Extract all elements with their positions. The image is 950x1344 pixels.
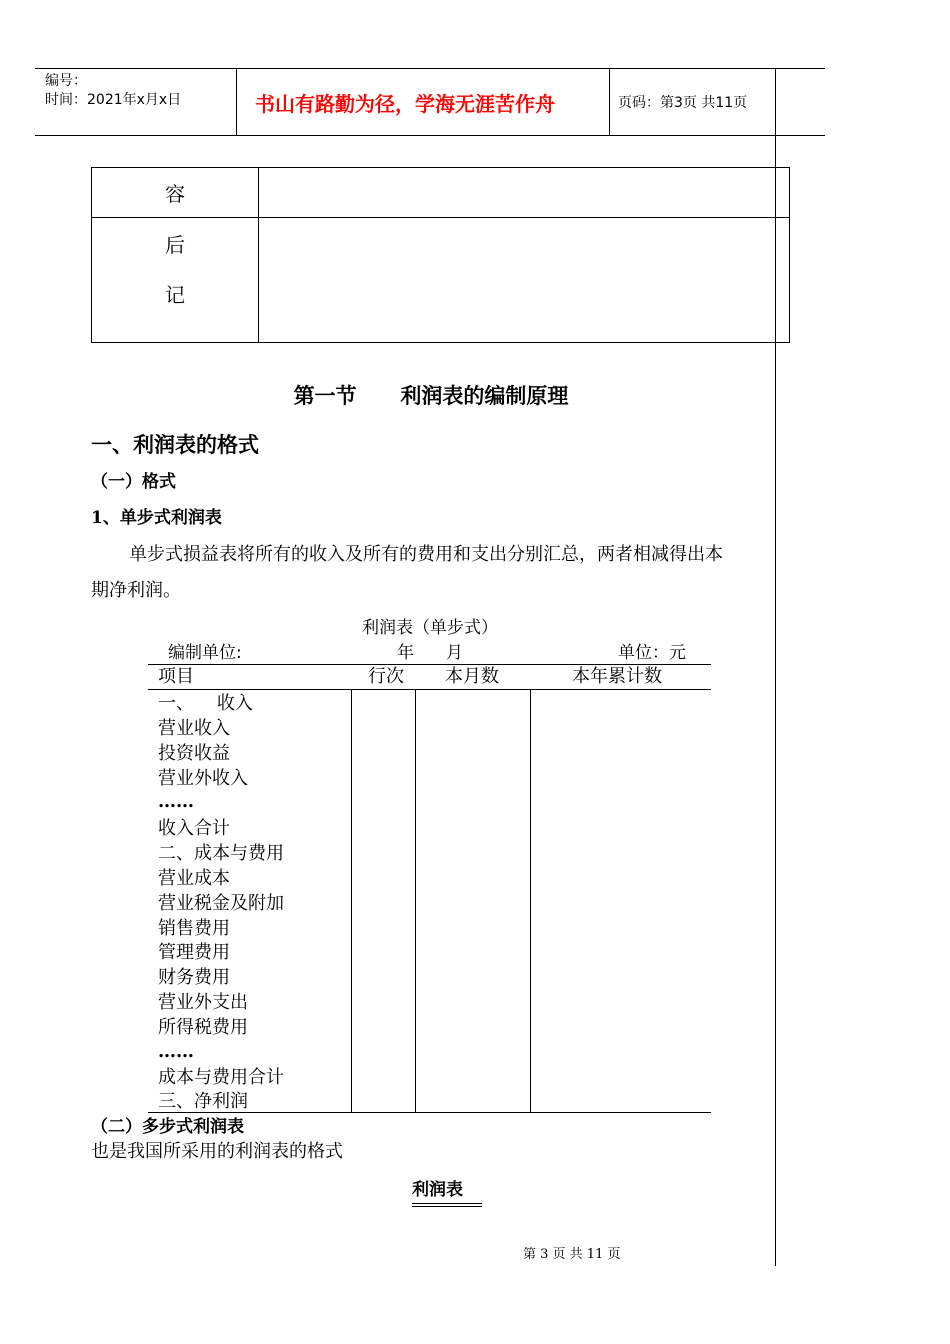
- income-row-label: 三、净利润: [158, 1091, 248, 1112]
- income-row-label: 二、成本与费用: [158, 843, 284, 864]
- income-table-unit-left: 编制单位:: [168, 643, 242, 663]
- income-table-month: 月: [446, 643, 463, 663]
- paragraph-line-1: 单步式损益表将所有的收入及所有的费用和支出分别汇总，两者相减得出本: [129, 544, 723, 565]
- income-row-label: 营业外收入: [158, 768, 248, 789]
- income-row-label: 所得税费用: [158, 1017, 248, 1038]
- heading-2: （一）格式: [91, 472, 176, 492]
- header-divider-1: [236, 68, 237, 136]
- header-divider-2: [609, 68, 610, 136]
- income-table-unit-right: 单位：元: [618, 643, 686, 663]
- heading-4: （二）多步式利润表: [91, 1117, 244, 1137]
- income-row-label: 收入合计: [158, 818, 230, 839]
- header-number-label: 编号：: [45, 73, 87, 89]
- income-row-label: 一、 收入: [158, 693, 253, 714]
- income-row-label: 销售费用: [158, 918, 230, 939]
- top-table-border-right: [789, 167, 790, 343]
- top-table-row2-label-line1: 后: [165, 233, 185, 257]
- income-table-col-divider-2: [415, 689, 416, 1113]
- income-table-col-item: 项目: [158, 666, 194, 687]
- heading-1: 一、利润表的格式: [91, 432, 259, 457]
- section-title: 第一节 利润表的编制原理: [293, 383, 569, 408]
- top-table-border-mid: [91, 217, 790, 218]
- income-row-label: 营业外支出: [158, 992, 248, 1013]
- income-table-header-rule: [148, 689, 711, 690]
- income-table-title: 利润表（单步式）: [362, 618, 498, 638]
- income-row-label: ……: [158, 1041, 194, 1062]
- header-bottom-border: [35, 135, 825, 136]
- top-table-row1-label: 容: [165, 182, 185, 206]
- income-table-year: 年: [397, 643, 414, 663]
- income-row-label: 营业成本: [158, 868, 230, 889]
- income-table-col-line: 行次: [368, 666, 404, 687]
- income-table-col-month: 本月数: [445, 666, 499, 687]
- sub-title: 利润表: [412, 1180, 463, 1200]
- header-top-border: [35, 68, 825, 69]
- top-table-border-bottom: [91, 342, 790, 343]
- income-table-col-ytd: 本年累计数: [572, 666, 662, 687]
- income-row-label: ……: [158, 791, 194, 812]
- income-row-label: 投资收益: [158, 743, 230, 764]
- header-page-info: 页码：第3页 共11页: [618, 95, 748, 111]
- income-row-label: 财务费用: [158, 967, 230, 988]
- paragraph-2: 也是我国所采用的利润表的格式: [91, 1141, 343, 1162]
- paragraph-line-2: 期净利润。: [91, 580, 181, 601]
- top-table-border-top: [91, 167, 790, 168]
- heading-3: 1、单步式利润表: [91, 508, 222, 528]
- page-right-rule: [775, 68, 776, 1266]
- income-row-label: 管理费用: [158, 942, 230, 963]
- top-table-divider: [258, 167, 259, 343]
- top-table-row2-label-line2: 记: [165, 283, 185, 307]
- sub-title-underline-1: [412, 1203, 482, 1204]
- top-table-border-left: [91, 167, 92, 343]
- header-time-label: 时间：2021年x月x日: [45, 92, 182, 108]
- income-row-label: 营业税金及附加: [158, 893, 284, 914]
- sub-title-underline-2: [412, 1206, 482, 1207]
- header-motto: 书山有路勤为径，学海无涯苦作舟: [255, 92, 555, 116]
- page-footer: 第 3 页 共 11 页: [523, 1247, 621, 1262]
- income-table-col-divider-1: [351, 689, 352, 1113]
- income-row-label: 营业收入: [158, 718, 230, 739]
- income-row-label: 成本与费用合计: [158, 1067, 284, 1088]
- income-table-col-divider-3: [530, 689, 531, 1113]
